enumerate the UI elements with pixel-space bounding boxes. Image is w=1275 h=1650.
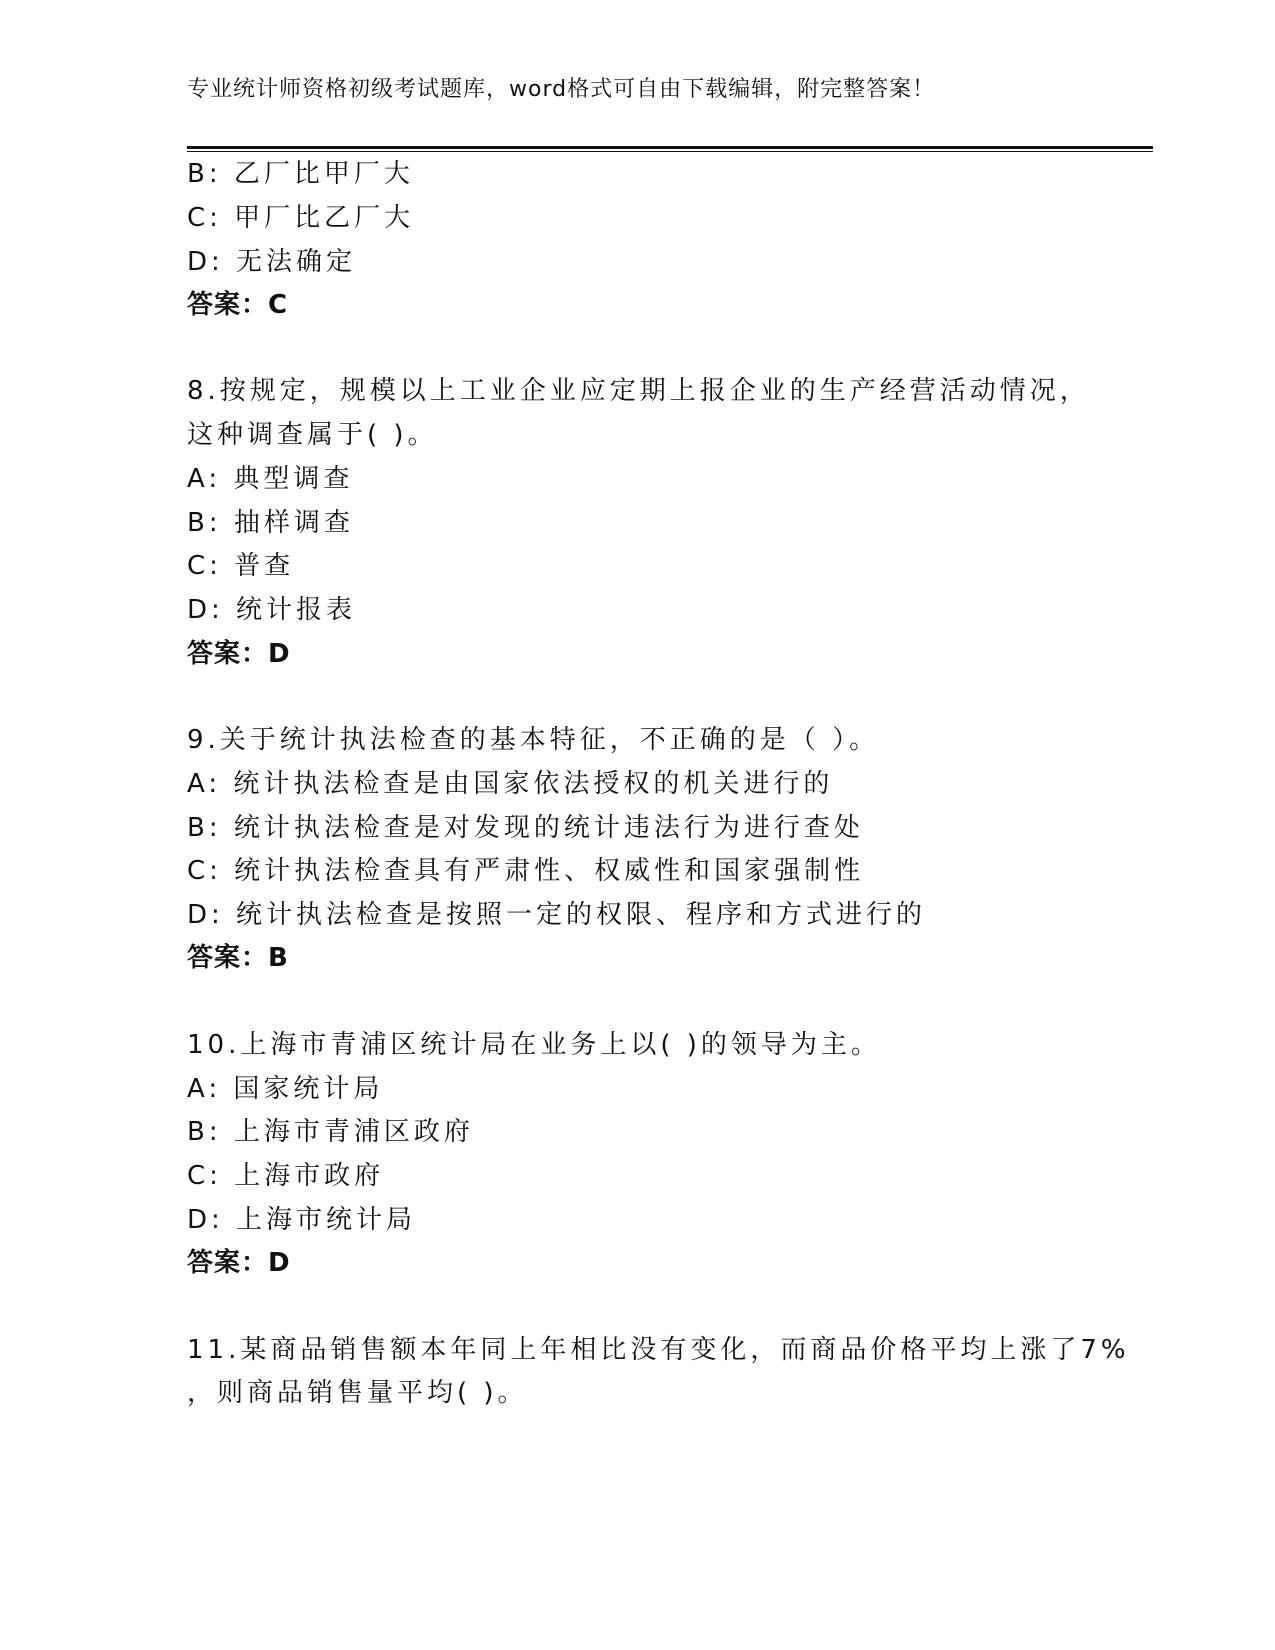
q9-option-b: B: 统计执法检查是对发现的统计违法行为进行查处 [187, 813, 864, 843]
q10-option-c: C: 上海市政府 [187, 1161, 385, 1191]
q8-option-b: B: 抽样调查 [187, 508, 354, 538]
q9-option-c: C: 统计执法检查具有严肃性、权威性和国家强制性 [187, 856, 865, 886]
q10-answer: 答案：D [187, 1248, 291, 1278]
q11-stem-line1: 11.某商品销售额本年同上年相比没有变化，而商品价格平均上涨了7% [187, 1335, 1130, 1365]
q10-option-a: A: 国家统计局 [187, 1074, 384, 1104]
q8-stem-line2: 这种调查属于( )。 [187, 420, 438, 450]
page-header: 专业统计师资格初级考试题库，word格式可自由下载编辑，附完整答案！ [187, 77, 936, 102]
q10-option-d: D: 上海市统计局 [187, 1205, 417, 1235]
q9-stem-line1: 9.关于统计执法检查的基本特征，不正确的是（ ）。 [187, 725, 880, 755]
q9-option-d: D: 统计执法检查是按照一定的权限、程序和方式进行的 [187, 900, 927, 930]
q8-option-a: A: 典型调查 [187, 464, 354, 494]
q8-answer: 答案：D [187, 639, 291, 669]
header-rule-thick [187, 146, 1153, 149]
header-rule-thin [187, 151, 1153, 152]
q9-answer: 答案：B [187, 943, 289, 973]
q8-stem-line1: 8.按规定，规模以上工业企业应定期上报企业的生产经营活动情况， [187, 376, 1090, 406]
q9-option-a: A: 统计执法检查是由国家依法授权的机关进行的 [187, 769, 834, 799]
q8-option-d: D: 统计报表 [187, 595, 357, 625]
q7-option-d: D: 无法确定 [187, 247, 357, 277]
q10-option-b: B: 上海市青浦区政府 [187, 1117, 474, 1147]
q7-option-b: B: 乙厂比甲厂大 [187, 159, 414, 189]
q7-answer: 答案：C [187, 290, 289, 320]
q10-stem-line1: 10.上海市青浦区统计局在业务上以( )的领导为主。 [187, 1030, 881, 1060]
q8-option-c: C: 普查 [187, 551, 295, 581]
q7-option-c: C: 甲厂比乙厂大 [187, 203, 415, 233]
q11-stem-line2: ，则商品销售量平均( )。 [187, 1378, 528, 1408]
